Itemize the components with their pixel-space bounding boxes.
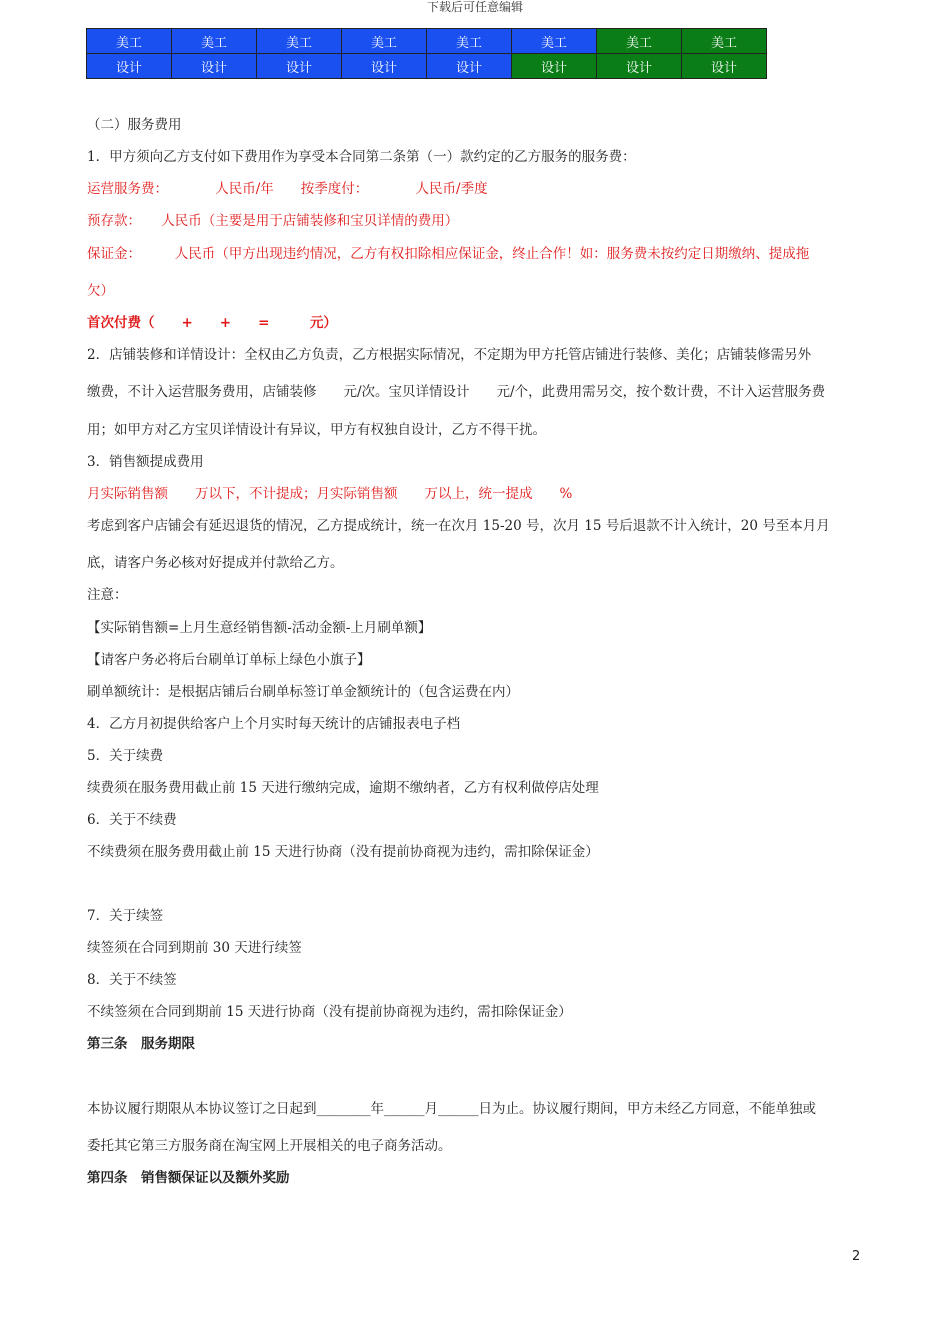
first-payment-line: 首次付费（ + + = 元） xyxy=(87,315,337,331)
table-cell: 美工 xyxy=(172,29,257,54)
paragraph: 底，请客户务必核对好提成并付款给乙方。 xyxy=(87,555,344,571)
paragraph: 委托其它第三方服务商在淘宝网上开展相关的电子商务活动。 xyxy=(87,1138,452,1154)
paragraph: 本协议履行期限从本协议签订之日起到________年______月______日为止。协议履行期间，甲方未经乙方同意，不能单独或 xyxy=(87,1101,816,1117)
paragraph: 用；如甲方对乙方宝贝详情设计有异议，甲方有权独自设计，乙方不得干扰。 xyxy=(87,422,546,438)
paragraph: 不续费须在服务费用截止前 15 天进行协商（没有提前协商视为违约，需扣除保证金） xyxy=(87,844,599,860)
paragraph: 5．关于续费 xyxy=(87,748,164,764)
table-cell: 美工 xyxy=(512,29,597,54)
paragraph: 7．关于续签 xyxy=(87,908,164,924)
table-row xyxy=(87,54,767,79)
table-cell: 设计 xyxy=(597,54,682,79)
table-cell: 设计 xyxy=(427,54,512,79)
table-cell: 美工 xyxy=(427,29,512,54)
paragraph: 6．关于不续费 xyxy=(87,812,177,828)
table-cell: 美工 xyxy=(87,29,172,54)
table-cell: 美工 xyxy=(682,29,767,54)
table-cell: 设计 xyxy=(87,54,172,79)
page-number: 2 xyxy=(852,1249,861,1264)
fee-line-deposit: 保证金： 人民币（甲方出现违约情况，乙方有权扣除相应保证金，终止合作！如：服务费未按约定日期缴纳、提成拖 xyxy=(87,246,810,262)
paragraph: 8．关于不续签 xyxy=(87,972,177,988)
table-cell: 设计 xyxy=(342,54,427,79)
table-cell: 美工 xyxy=(597,29,682,54)
paragraph: 1．甲方须向乙方支付如下费用作为享受本合同第二条第（一）款约定的乙方服务的服务费： xyxy=(87,149,636,165)
article-heading-3: 第三条 服务期限 xyxy=(87,1036,195,1052)
fee-line-operation: 运营服务费： 人民币/年 按季度付： 人民币/季度 xyxy=(87,181,488,197)
table-cell: 设计 xyxy=(172,54,257,79)
paragraph: 考虑到客户店铺会有延迟退货的情况，乙方提成统计，统一在次月 15-20 号，次月 15 号后退款不计入统计，20 号至本月月 xyxy=(87,518,830,534)
fee-line-prepay: 预存款： 人民币（主要是用于店铺装修和宝贝详情的费用） xyxy=(87,213,459,229)
commission-line: 月实际销售额 万以下，不计提成；月实际销售额 万以上，统一提成 % xyxy=(87,486,573,502)
table-cell: 美工 xyxy=(257,29,342,54)
table-cell: 设计 xyxy=(682,54,767,79)
fee-line-deposit-cont: 欠） xyxy=(87,283,114,299)
paragraph: 续费须在服务费用截止前 15 天进行缴纳完成，逾期不缴纳者，乙方有权利做停店处理 xyxy=(87,780,599,796)
table-row xyxy=(87,29,767,54)
paragraph: 3．销售额提成费用 xyxy=(87,454,204,470)
role-table xyxy=(86,28,767,79)
table-cell: 美工 xyxy=(342,29,427,54)
note-label: 注意： xyxy=(87,587,128,603)
paragraph: 缴费，不计入运营服务费用，店铺装修 元/次。宝贝详情设计 元/个，此费用需另交，按个数计费，不计入运营服务费 xyxy=(87,384,826,400)
paragraph: 不续签须在合同到期前 15 天进行协商（没有提前协商视为违约，需扣除保证金） xyxy=(87,1004,572,1020)
paragraph: 刷单额统计：是根据店铺后台刷单标签订单金额统计的（包含运费在内） xyxy=(87,684,519,700)
paragraph: 4．乙方月初提供给客户上个月实时每天统计的店铺报表电子档 xyxy=(87,716,461,732)
paragraph: 续签须在合同到期前 30 天进行续签 xyxy=(87,940,302,956)
page-header: 下载后可任意编辑 xyxy=(426,0,523,14)
table-cell: 设计 xyxy=(257,54,342,79)
article-heading-4: 第四条 销售额保证以及额外奖励 xyxy=(87,1170,290,1186)
paragraph: 2．店铺装修和详情设计：全权由乙方负责，乙方根据实际情况，不定期为甲方托管店铺进行装修、美化；店铺装修需另外 xyxy=(87,347,812,363)
table-cell: 设计 xyxy=(512,54,597,79)
note-item: 【实际销售额=上月生意经销售额-活动金额-上月刷单额】 xyxy=(87,620,432,636)
note-item: 【请客户务必将后台刷单订单标上绿色小旗子】 xyxy=(87,652,371,668)
section-heading-fees: （二）服务费用 xyxy=(87,117,182,133)
